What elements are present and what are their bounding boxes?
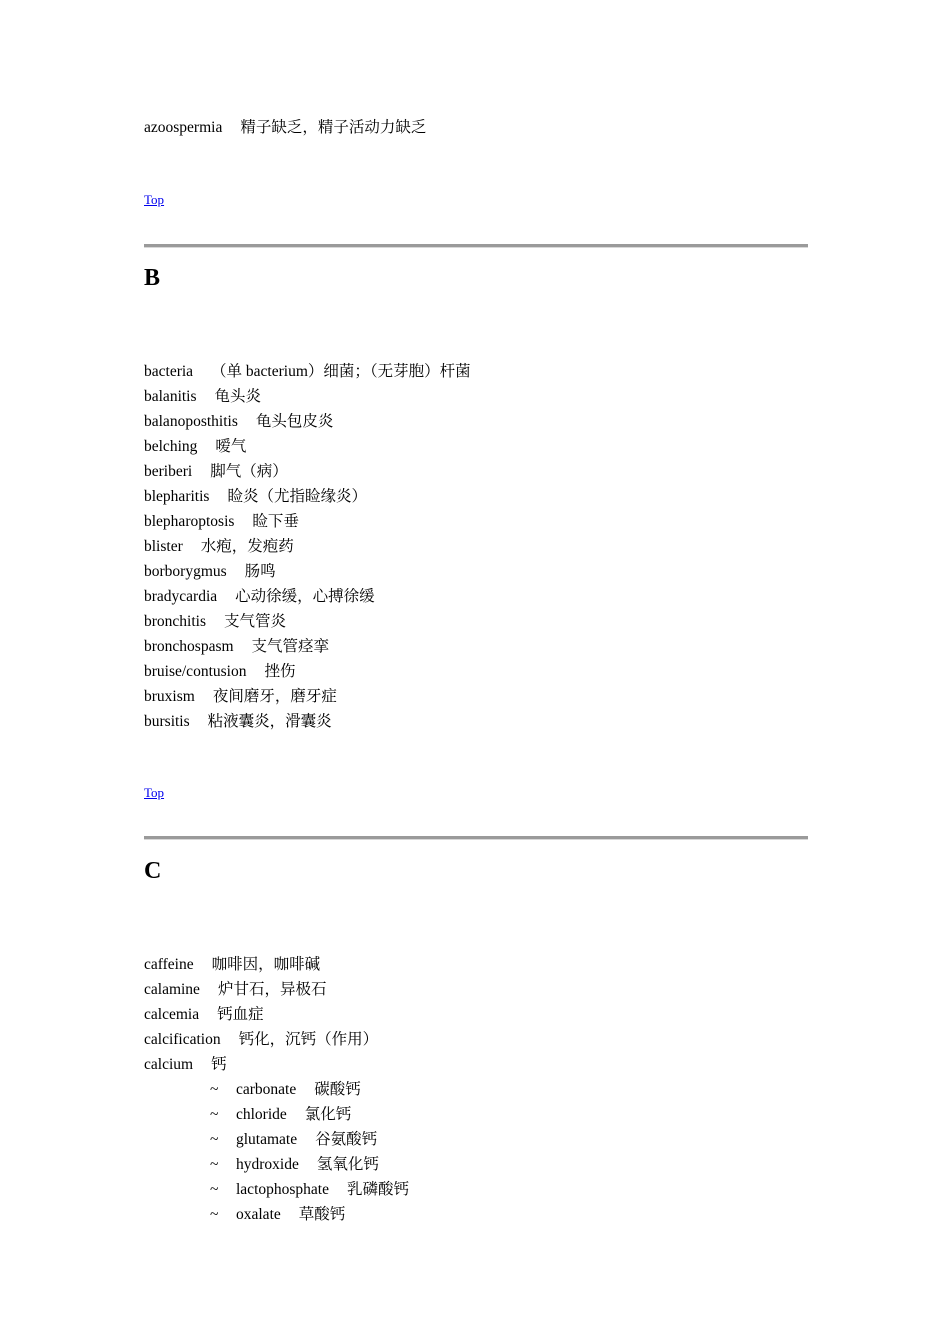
entry-definition: 钙化，沉钙（作用） [238, 1031, 379, 1048]
entry-definition: 炉甘石，异极石 [217, 981, 327, 998]
glossary-entry [144, 1052, 409, 1077]
entry-definition: 咖啡因，咖啡碱 [211, 956, 321, 973]
entry-definition: 碳酸钙 [314, 1081, 361, 1098]
glossary-entry [144, 977, 409, 1002]
entry-term: calcification [144, 1031, 221, 1048]
entry-definition: 支气管炎 [224, 613, 287, 630]
entry-definition: 嗳气 [215, 438, 247, 455]
glossary-entry [144, 509, 471, 534]
section-heading-b: B [144, 265, 161, 291]
entry-term: bruxism [144, 688, 195, 705]
entry-definition: 水疱，发疱药 [200, 538, 294, 555]
entry-term: bradycardia [144, 588, 218, 605]
glossary-sub-entry [144, 1202, 409, 1227]
entry-term: bursitis [144, 713, 190, 730]
entry-definition: 氯化钙 [304, 1106, 352, 1123]
glossary-sub-entry [144, 1102, 409, 1127]
entry-term: lactophosphate [236, 1181, 329, 1198]
entry-term: oxalate [236, 1206, 281, 1223]
entry-term: blepharoptosis [144, 513, 235, 530]
top-link-a[interactable]: Top [144, 192, 165, 207]
glossary-sub-entry [144, 1177, 409, 1202]
entry-definition: 钙血症 [217, 1006, 264, 1023]
section-c-entries [144, 952, 409, 1227]
entry-term: blepharitis [144, 488, 210, 505]
entry-term: bruise/contusion [144, 663, 247, 680]
section-b-entries [144, 359, 471, 734]
entry-definition: 钙 [211, 1056, 227, 1073]
entry-term: belching [144, 438, 198, 455]
entry-term: balanoposthitis [144, 413, 238, 430]
glossary-entry [144, 559, 471, 584]
section-heading-c: C [144, 858, 162, 884]
entry-definition: 龟头包皮炎 [255, 413, 334, 430]
entry-term: calcemia [144, 1006, 200, 1023]
glossary-sub-entry [144, 1127, 409, 1152]
tilde-mark: ~ [210, 1206, 219, 1223]
glossary-entry [144, 952, 409, 977]
entry-term: calamine [144, 981, 200, 998]
glossary-entry [144, 584, 471, 609]
tilde-mark: ~ [210, 1156, 219, 1173]
entry-definition: （单 bacterium）细菌；（无芽胞）杆菌 [211, 363, 471, 380]
entry-definition: 乳磷酸钙 [346, 1181, 409, 1198]
entry-definition: 心动徐缓，心搏徐缓 [235, 588, 375, 605]
glossary-entry [144, 359, 471, 384]
entry-definition: 龟头炎 [214, 388, 262, 405]
glossary-entry [144, 1002, 409, 1027]
tilde-mark: ~ [210, 1131, 219, 1148]
entry-definition: 粘液囊炎，滑囊炎 [207, 713, 332, 730]
entry-definition: 睑下垂 [252, 513, 299, 530]
entry-term: carbonate [236, 1081, 297, 1098]
top-link-b[interactable]: Top [144, 785, 165, 800]
glossary-sub-entry [144, 1077, 409, 1102]
entry-term: beriberi [144, 463, 193, 480]
entry-definition: 氢氧化钙 [316, 1156, 379, 1173]
glossary-entry [144, 484, 471, 509]
entry-term: bacteria [144, 363, 194, 380]
glossary-entry [144, 115, 426, 140]
section-divider [144, 244, 808, 248]
entry-definition: 草酸钙 [298, 1206, 346, 1223]
glossary-entry [144, 434, 471, 459]
entry-term: chloride [236, 1106, 287, 1123]
glossary-entry [144, 1027, 409, 1052]
tilde-mark: ~ [210, 1106, 219, 1123]
section-a-entries [144, 115, 426, 140]
glossary-entry [144, 384, 471, 409]
entry-term: balanitis [144, 388, 197, 405]
tilde-mark: ~ [210, 1181, 219, 1198]
entry-definition: 支气管痉挛 [251, 638, 330, 655]
glossary-entry [144, 459, 471, 484]
entry-definition: 夜间磨牙，磨牙症 [212, 688, 337, 705]
glossary-entry [144, 684, 471, 709]
entry-term: calcium [144, 1056, 194, 1073]
entry-definition: 肠鸣 [244, 563, 276, 580]
tilde-mark: ~ [210, 1081, 219, 1098]
entry-term: glutamate [236, 1131, 298, 1148]
glossary-sub-entry [144, 1152, 409, 1177]
glossary-entry [144, 709, 471, 734]
glossary-entry [144, 659, 471, 684]
glossary-entry [144, 534, 471, 559]
section-divider [144, 836, 808, 840]
entry-term: azoospermia [144, 119, 223, 136]
entry-definition: 挫伤 [264, 663, 296, 680]
entry-term: hydroxide [236, 1156, 299, 1173]
entry-definition: 谷氨酸钙 [315, 1131, 378, 1148]
entry-definition: 精子缺乏，精子活动力缺乏 [240, 119, 427, 136]
entry-term: bronchospasm [144, 638, 234, 655]
entry-definition: 脚气（病） [210, 463, 288, 480]
entry-term: bronchitis [144, 613, 206, 630]
glossary-entry [144, 634, 471, 659]
glossary-entry [144, 409, 471, 434]
entry-definition: 睑炎（尤指睑缘炎） [227, 488, 367, 505]
entry-term: borborygmus [144, 563, 227, 580]
entry-term: caffeine [144, 956, 194, 973]
entry-term: blister [144, 538, 183, 555]
glossary-entry [144, 609, 471, 634]
